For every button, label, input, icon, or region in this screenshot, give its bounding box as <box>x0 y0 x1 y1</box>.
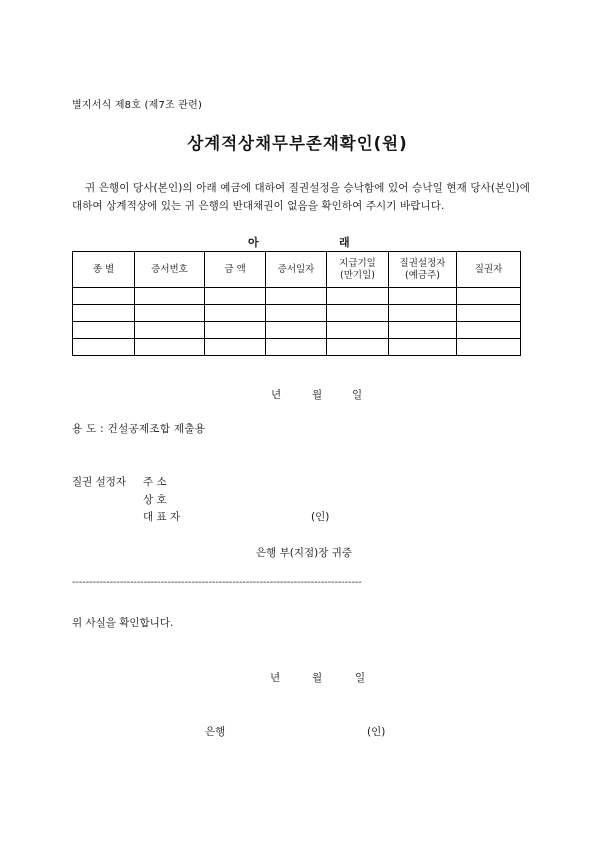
table-row <box>73 339 521 356</box>
table-cell[interactable] <box>389 322 457 339</box>
document-title: 상계적상채무부존재확인(원) <box>187 134 408 153</box>
table-cell[interactable] <box>205 339 266 356</box>
table-cell[interactable] <box>327 339 389 356</box>
table-cell[interactable] <box>135 339 205 356</box>
header-pledgee: 질권자 <box>457 252 521 288</box>
confirmation-text: 위 사실을 확인합니다. <box>72 617 174 629</box>
pledgor-label: 질권 설정자 <box>72 476 127 488</box>
pledgor-seal-mark: (인) <box>311 511 330 523</box>
table-cell[interactable] <box>457 339 521 356</box>
header-pledgor-line2: (예금주) <box>405 269 440 281</box>
table-row <box>73 322 521 339</box>
confirm-date-year-label: 년 <box>270 672 281 684</box>
request-paragraph: 귀 은행이 당사(본인)의 아래 예금에 대하여 질권설정을 승낙함에 있어 승낙일 현재 당사(본인)에 대하여 상계적상에 있는 귀 은행의 반대채권이 없음을 확인하여 주시기 바랍니다. <box>72 182 530 212</box>
table-cell[interactable] <box>135 305 205 322</box>
table-cell[interactable] <box>73 288 135 305</box>
table-cell[interactable] <box>389 339 457 356</box>
header-due-date <box>327 252 389 288</box>
table-cell[interactable] <box>266 305 327 322</box>
below-heading-part2: 래 <box>339 236 350 249</box>
representative-label: 대 표 자 <box>143 511 181 523</box>
table-cell[interactable] <box>327 322 389 339</box>
form-number: 별지서식 제8호 (제7조 관련) <box>72 100 203 111</box>
below-heading-part1: 아 <box>248 236 259 249</box>
address-label: 주 소 <box>143 476 167 488</box>
table-row <box>73 288 521 305</box>
table-cell[interactable] <box>266 339 327 356</box>
bank-signature-label: 은행 <box>205 726 226 738</box>
date-month-label: 월 <box>312 389 323 401</box>
table-cell[interactable] <box>389 305 457 322</box>
table-cell[interactable] <box>327 305 389 322</box>
table-cell[interactable] <box>73 305 135 322</box>
table-row <box>73 305 521 322</box>
table-cell[interactable] <box>266 288 327 305</box>
table-cell[interactable] <box>205 305 266 322</box>
header-pledgor <box>389 252 457 288</box>
table-cell[interactable] <box>389 288 457 305</box>
bank-seal-mark: (인) <box>367 726 386 738</box>
header-amount: 금 액 <box>205 252 266 288</box>
table-cell[interactable] <box>73 322 135 339</box>
header-due-date-line2: (만기일) <box>340 269 375 281</box>
header-due-date-line1: 지급기일 <box>339 257 376 269</box>
usage-line: 용 도 : 건설공제조합 제출용 <box>72 423 206 435</box>
header-certificate-number: 증서번호 <box>135 252 205 288</box>
cut-line-divider: ------------------------------------------------------------------------------------- <box>72 577 362 588</box>
table-cell[interactable] <box>135 288 205 305</box>
deposit-table <box>72 251 521 356</box>
table-cell[interactable] <box>457 305 521 322</box>
table-cell[interactable] <box>135 322 205 339</box>
table-header-row <box>73 252 521 288</box>
table-cell[interactable] <box>457 288 521 305</box>
date-day-label: 일 <box>352 389 363 401</box>
trade-name-label: 상 호 <box>143 494 167 506</box>
confirm-date-month-label: 월 <box>312 672 323 684</box>
addressee-line: 은행 부(지점)장 귀중 <box>256 547 353 559</box>
table-cell[interactable] <box>327 288 389 305</box>
table-cell[interactable] <box>205 288 266 305</box>
table-cell[interactable] <box>457 322 521 339</box>
header-type: 종 별 <box>73 252 135 288</box>
confirm-date-day-label: 일 <box>355 672 366 684</box>
date-year-label: 년 <box>271 389 282 401</box>
header-certificate-date: 증서일자 <box>266 252 327 288</box>
table-cell[interactable] <box>266 322 327 339</box>
header-pledgor-line1: 질권설정자 <box>399 257 446 269</box>
table-cell[interactable] <box>73 339 135 356</box>
table-cell[interactable] <box>205 322 266 339</box>
